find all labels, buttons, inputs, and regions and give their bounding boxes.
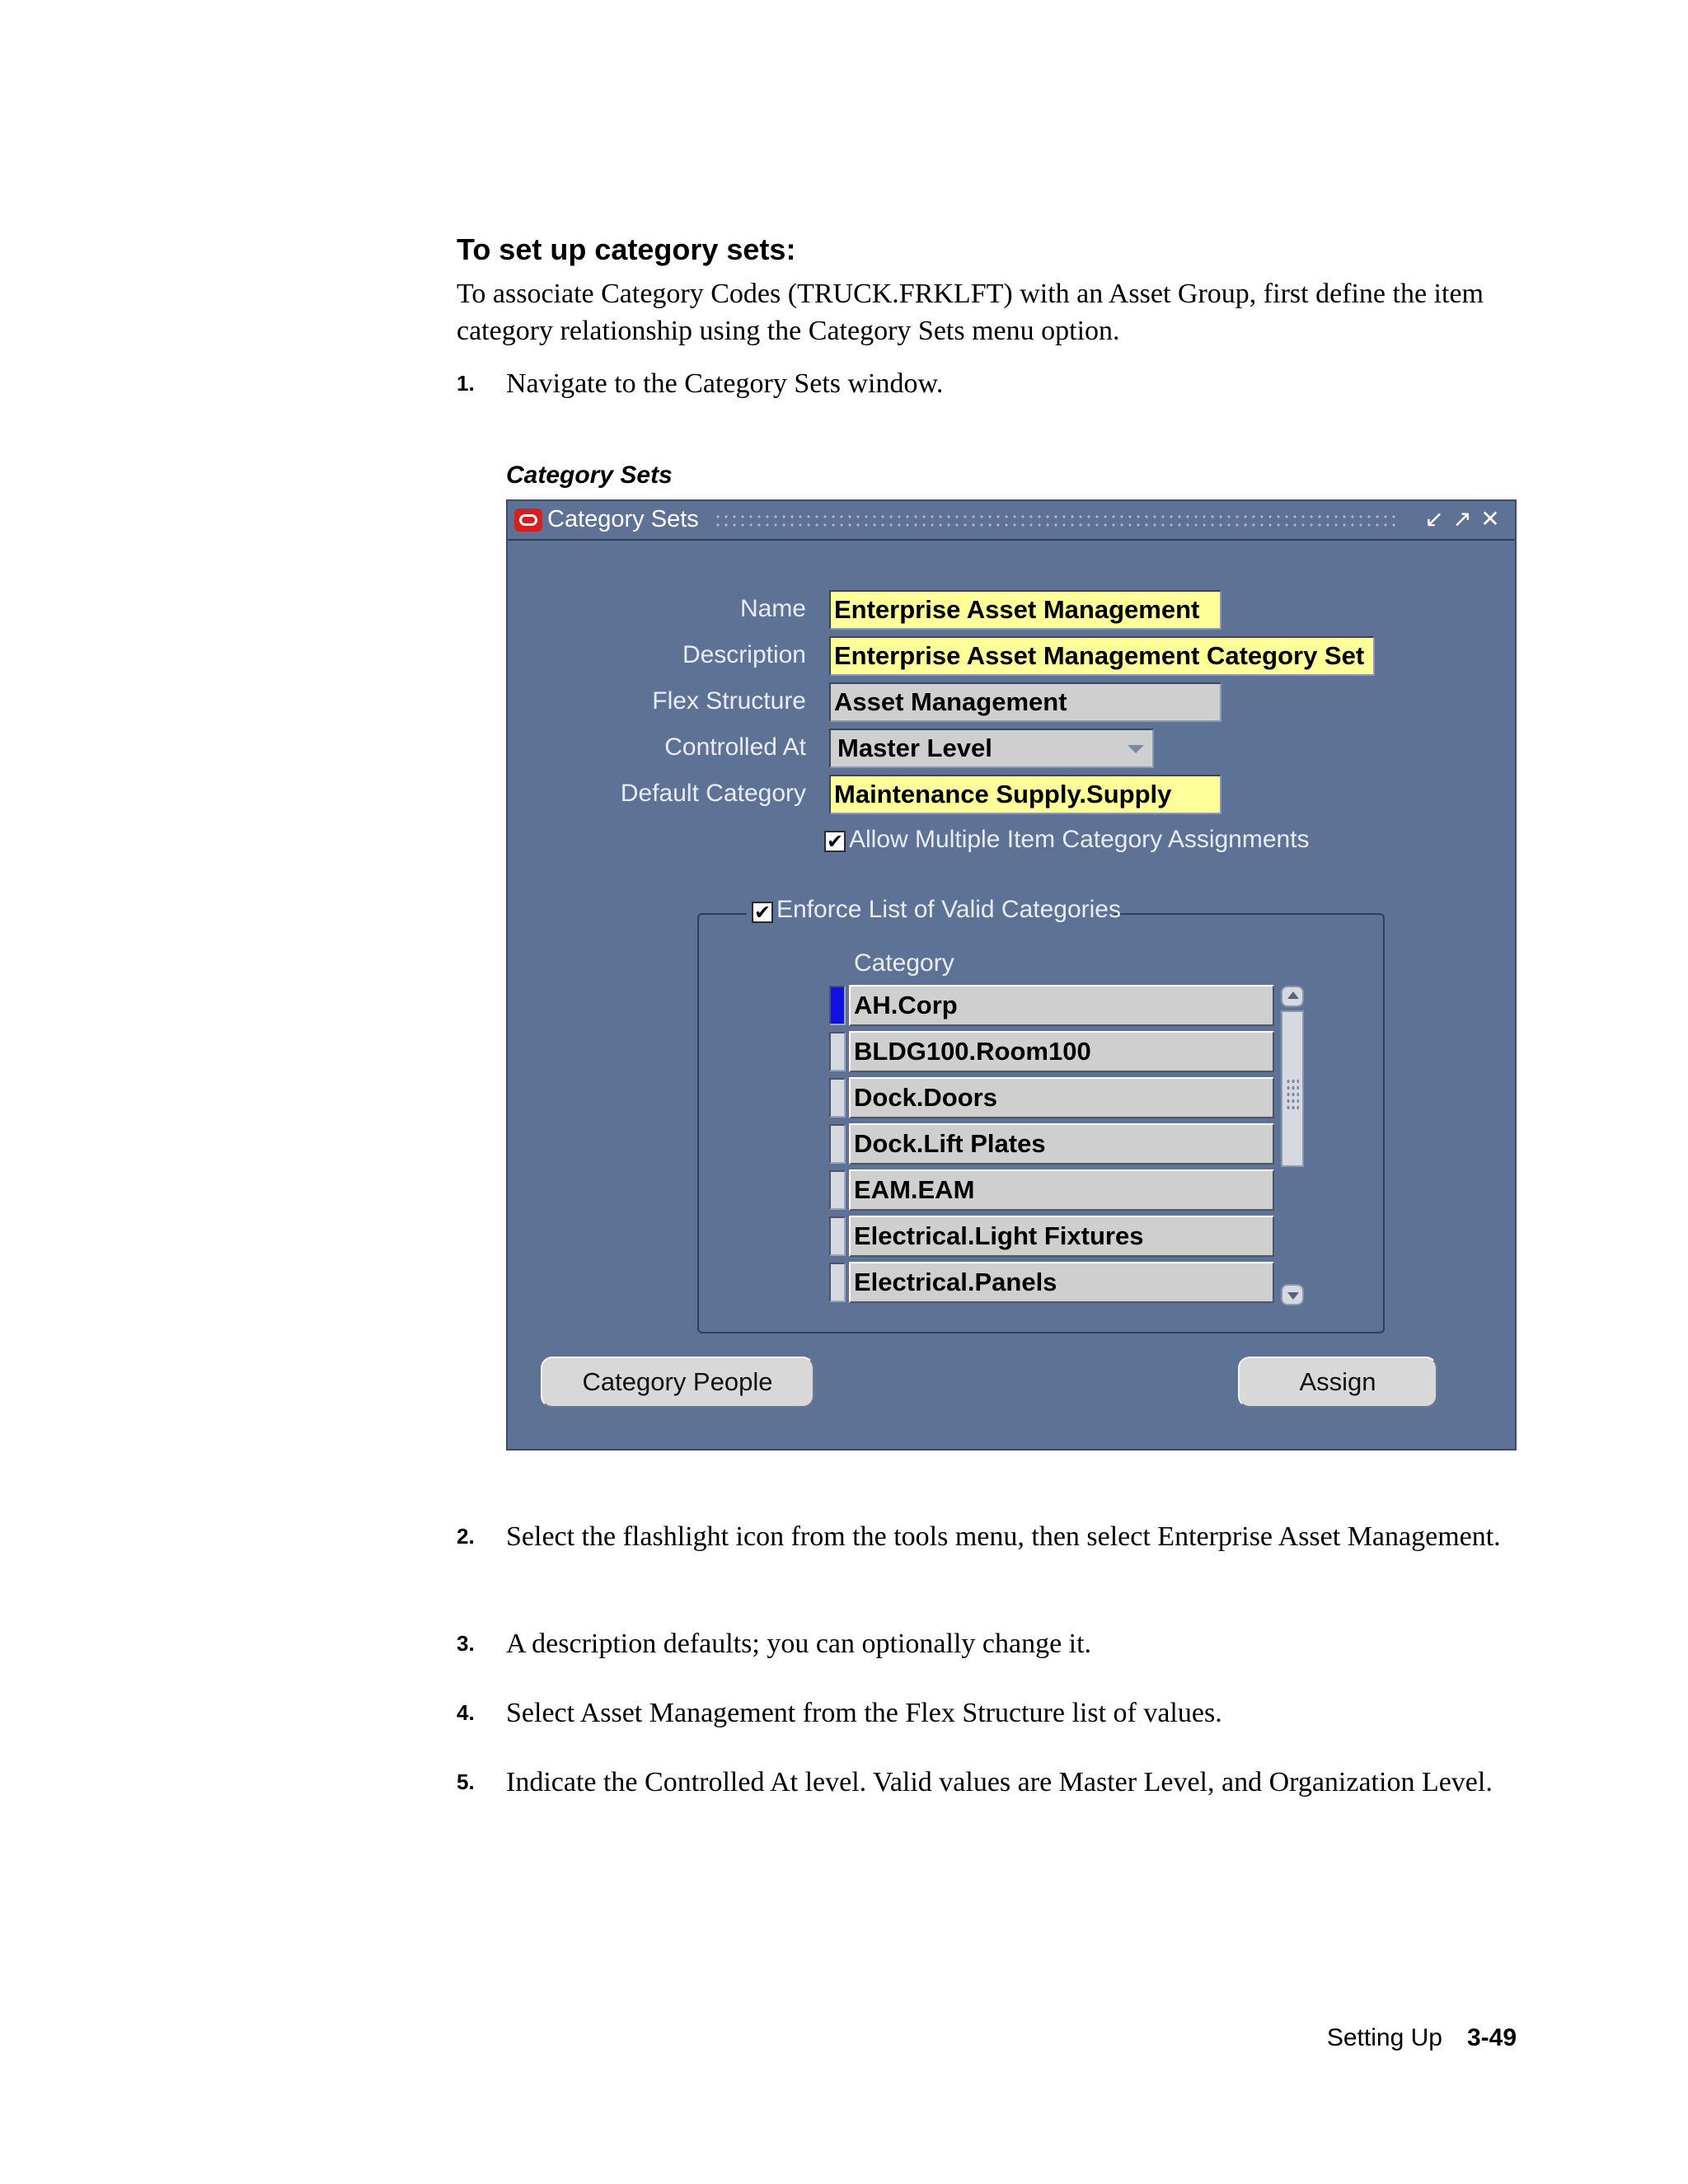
assign-button[interactable]: Assign [1238,1357,1437,1408]
step-number: 3. [457,1631,475,1656]
category-column-header: Category [854,949,954,977]
category-sets-window [506,499,1517,1451]
name-label: Name [739,595,806,622]
grip-icon [1286,1078,1299,1111]
step-4 [457,1694,1528,1732]
category-row[interactable]: Dock.Lift Plates [849,1123,1274,1165]
step-text: Indicate the Controlled At level. Valid values are Master Level, and Organization Level. [506,1767,1493,1797]
scroll-down-icon[interactable] [1281,1284,1304,1305]
row-selector[interactable] [829,1216,846,1256]
category-people-button[interactable]: Category People [541,1357,814,1408]
category-row[interactable]: BLDG100.Room100 [849,1031,1274,1072]
category-row[interactable]: EAM.EAM [849,1169,1274,1211]
name-field[interactable]: Enterprise Asset Management [829,590,1221,630]
scroll-up-icon[interactable] [1281,986,1304,1007]
titlebar-grip [714,513,1396,529]
footer-section: Setting Up [1326,2024,1442,2051]
default-category-field[interactable]: Maintenance Supply.Supply [829,775,1221,814]
close-icon[interactable]: ✕ [1480,505,1500,532]
minimize-icon[interactable]: ↙ [1424,505,1444,532]
step-number: 4. [457,1700,475,1725]
flex-structure-field[interactable]: Asset Management [829,682,1221,722]
category-list-scrollbar[interactable] [1279,986,1306,1307]
controlled-at-select[interactable] [829,729,1154,768]
row-selector[interactable] [829,986,846,1025]
allow-multiple-checkbox[interactable]: ✔ [824,831,846,852]
row-selector[interactable] [829,1032,846,1071]
figure-caption: Category Sets [506,462,673,489]
chevron-down-icon [1128,745,1144,753]
category-row[interactable]: Dock.Doors [849,1077,1274,1118]
enforce-list-checkbox[interactable]: ✔ [752,902,773,923]
step-text: Select the flashlight icon from the tools menu, then select Enterprise Asset Management. [506,1521,1501,1552]
intro-paragraph: To associate Category Codes (TRUCK.FRKLFT) with an Asset Group, first define the item category relationship using the Category Sets menu option. [457,279,1484,346]
step-5 [457,1764,1528,1801]
category-row[interactable]: Electrical.Panels [849,1262,1274,1303]
step-1 [457,365,1528,402]
scroll-thumb[interactable] [1281,1010,1304,1167]
controlled-at-value: Master Level [837,733,992,762]
description-label: Description [682,641,806,668]
oracle-app-icon [514,509,542,532]
window-title: Category Sets [547,506,699,532]
step-text: A description defaults; you can optionally change it. [506,1629,1092,1659]
step-number: 5. [457,1769,475,1794]
section-heading: To set up category sets: [457,232,796,266]
default-category-label: Default Category [620,780,806,807]
flex-structure-label: Flex Structure [652,687,806,715]
step-3 [457,1625,1528,1662]
enforce-list-label: Enforce List of Valid Categories [776,896,1121,923]
step-number: 1. [457,371,475,396]
description-field[interactable]: Enterprise Asset Management Category Set [829,636,1375,676]
category-row[interactable]: Electrical.Light Fixtures [849,1216,1274,1257]
row-selector[interactable] [829,1124,846,1164]
step-text: Select Asset Management from the Flex Structure list of values. [506,1698,1222,1728]
controlled-at-label: Controlled At [664,733,806,761]
row-selector[interactable] [829,1078,846,1118]
row-selector[interactable] [829,1263,846,1302]
category-row[interactable]: AH.Corp [849,985,1274,1026]
maximize-icon[interactable]: ↗ [1452,505,1472,532]
step-number: 2. [457,1524,475,1549]
allow-multiple-label: Allow Multiple Item Category Assignments [849,826,1310,853]
step-text: Navigate to the Category Sets window. [506,368,944,399]
window-titlebar[interactable] [508,501,1515,541]
step-2 [457,1518,1528,1555]
footer-page-number: 3-49 [1466,2024,1517,2051]
page-footer [1327,2024,1517,2052]
row-selector[interactable] [829,1170,846,1210]
